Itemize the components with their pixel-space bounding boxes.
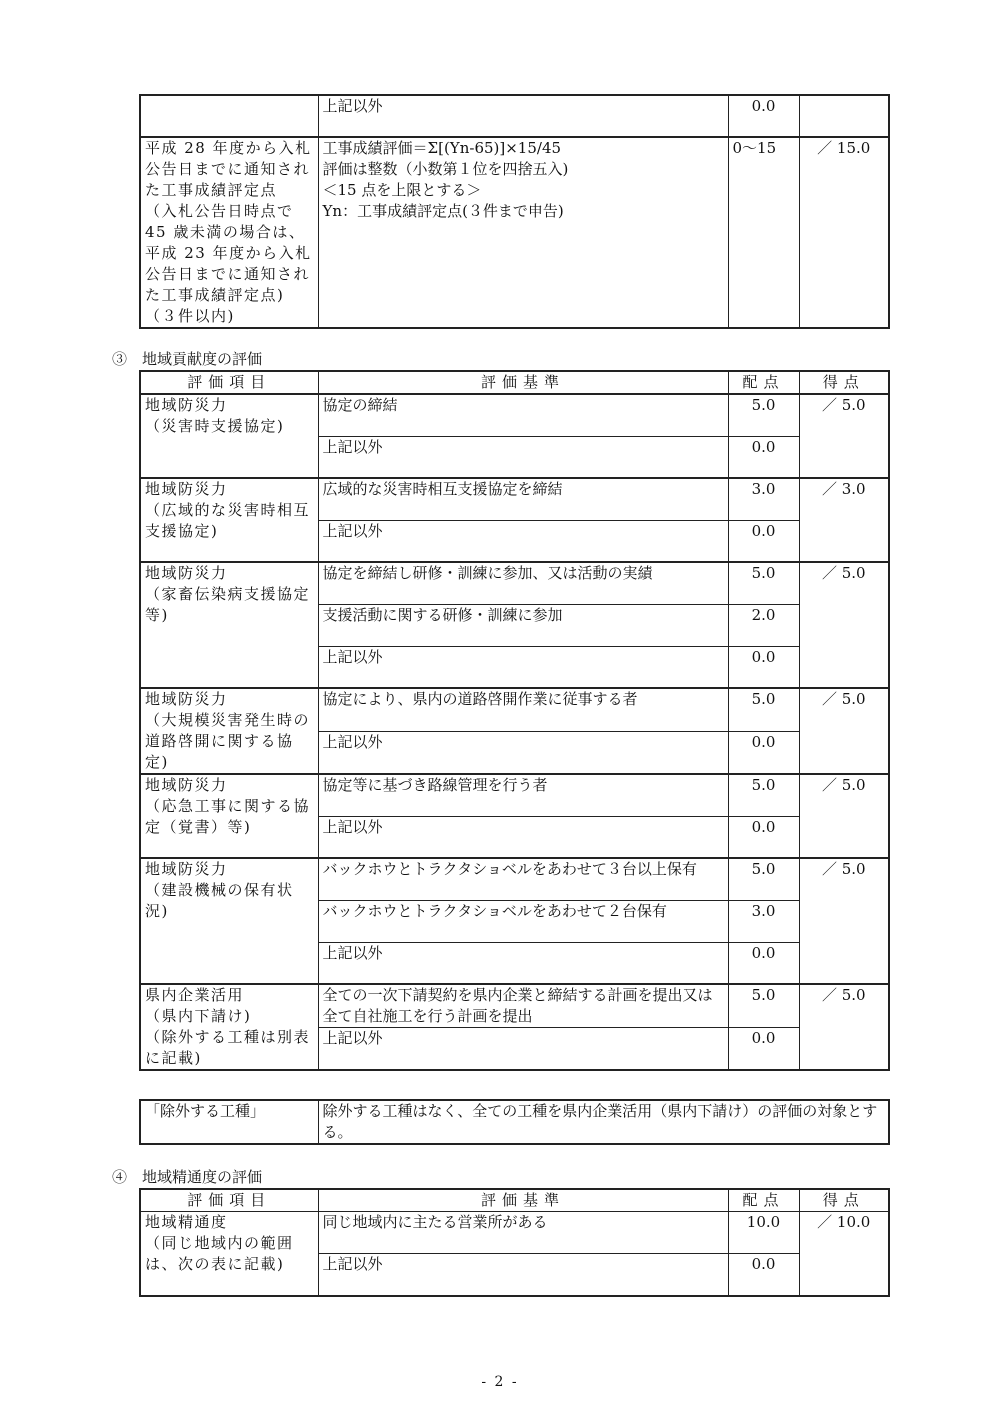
- criteria-cell: 上記以外: [318, 646, 728, 688]
- points-cell: 0.0: [728, 1028, 799, 1070]
- criteria-cell: 協定の締結: [318, 394, 728, 436]
- score-cell: ／ 15.0: [799, 137, 889, 328]
- points-cell: 10.0: [728, 1212, 799, 1254]
- score-cell: ／ 5.0: [799, 562, 889, 688]
- exclusion-label: 「除外する工種」: [140, 1100, 318, 1144]
- item-cell: 地域防災力 （災害時支援協定): [140, 394, 318, 478]
- score-cell: ／ 5.0: [799, 774, 889, 858]
- criteria-cell: 上記以外: [318, 1254, 728, 1296]
- criteria-cell: バックホウとトラクタショベルをあわせて３台以上保有: [318, 858, 728, 900]
- exclusion-text: 除外する工種はなく、全ての工種を県内企業活用（県内下請け）の評価の対象とする。: [318, 1100, 889, 1144]
- score-cell: ／ 10.0: [799, 1212, 889, 1296]
- header-points: 配点: [728, 1189, 799, 1212]
- item-cell: 地域防災力 （応急工事に関する協定（覚書）等): [140, 774, 318, 858]
- score-cell: ／ 3.0: [799, 478, 889, 562]
- criteria-cell: 協定により、県内の道路啓開作業に従事する者: [318, 688, 728, 731]
- item-cell: 地域精通度 （同じ地域内の範囲は、次の表に記載): [140, 1212, 318, 1296]
- points-cell: 5.0: [728, 858, 799, 900]
- criteria-cell: 上記以外: [318, 731, 728, 774]
- points-cell: 5.0: [728, 774, 799, 816]
- points-cell: 0.0: [728, 95, 799, 137]
- points-cell: 0～15: [728, 137, 799, 328]
- regional-familiarity-table: [139, 1188, 890, 1297]
- criteria-cell: 上記以外: [318, 520, 728, 562]
- criteria-cell: 支援活動に関する研修・訓練に参加: [318, 604, 728, 646]
- points-cell: 3.0: [728, 478, 799, 520]
- score-cell: ／ 5.0: [799, 984, 889, 1070]
- points-cell: 0.0: [728, 646, 799, 688]
- top-evaluation-table: [139, 94, 890, 329]
- item-cell: 地域防災力 （家畜伝染病支援協定等): [140, 562, 318, 688]
- score-cell: ／ 5.0: [799, 858, 889, 984]
- item-cell: 地域防災力 （大規模災害発生時の道路啓開に関する協定): [140, 688, 318, 774]
- header-criteria: 評価基準: [318, 371, 728, 394]
- points-cell: 5.0: [728, 688, 799, 731]
- regional-contribution-table: [139, 370, 890, 1071]
- item-cell: 平成 28 年度から入札公告日までに通知された工事成績評定点 （入札公告日時点で45 歳未満の場合は、平成 23 年度から入札公告日までに通知された工事成績評定点) （３件以内): [140, 137, 318, 328]
- header-item: 評価項目: [140, 371, 318, 394]
- header-score: 得点: [799, 371, 889, 394]
- criteria-cell: バックホウとトラクタショベルをあわせて２台保有: [318, 900, 728, 942]
- criteria-cell: 協定を締結し研修・訓練に参加、又は活動の実績: [318, 562, 728, 604]
- item-cell: 地域防災力 （広域的な災害時相互支援協定): [140, 478, 318, 562]
- points-cell: 0.0: [728, 731, 799, 774]
- criteria-cell: 同じ地域内に主たる営業所がある: [318, 1212, 728, 1254]
- points-cell: 5.0: [728, 394, 799, 436]
- criteria-cell: 上記以外: [318, 942, 728, 984]
- criteria-cell: 広域的な災害時相互支援協定を締結: [318, 478, 728, 520]
- item-cell: 地域防災力 （建設機械の保有状況): [140, 858, 318, 984]
- section-heading: ③ 地域貢献度の評価: [112, 350, 263, 368]
- points-cell: 5.0: [728, 562, 799, 604]
- criteria-cell: 上記以外: [318, 95, 728, 137]
- header-score: 得点: [799, 1189, 889, 1212]
- points-cell: 0.0: [728, 436, 799, 478]
- top-item-cell-empty: [140, 95, 318, 137]
- criteria-cell: 上記以外: [318, 1028, 728, 1070]
- header-points: 配点: [728, 371, 799, 394]
- score-cell: ／ 5.0: [799, 688, 889, 774]
- criteria-cell: 上記以外: [318, 816, 728, 858]
- criteria-cell: 上記以外: [318, 436, 728, 478]
- header-item: 評価項目: [140, 1189, 318, 1212]
- points-cell: 2.0: [728, 604, 799, 646]
- points-cell: 3.0: [728, 900, 799, 942]
- points-cell: 5.0: [728, 984, 799, 1028]
- item-cell: 県内企業活用 （県内下請け) （除外する工種は別表に記載): [140, 984, 318, 1070]
- page-number: - 2 -: [481, 1374, 519, 1390]
- exclusion-table: [139, 1099, 890, 1145]
- score-cell-empty: [799, 95, 889, 137]
- points-cell: 0.0: [728, 942, 799, 984]
- header-criteria: 評価基準: [318, 1189, 728, 1212]
- points-cell: 0.0: [728, 1254, 799, 1296]
- criteria-cell: 工事成績評価＝Σ[(Yn-65)]×15/45 評価は整数（小数第１位を四捨五入) ＜15 点を上限とする＞ Yn：工事成績評定点(３件まで申告): [318, 137, 728, 328]
- points-cell: 0.0: [728, 816, 799, 858]
- score-cell: ／ 5.0: [799, 394, 889, 478]
- criteria-cell: 協定等に基づき路線管理を行う者: [318, 774, 728, 816]
- criteria-cell: 全ての一次下請契約を県内企業と締結する計画を提出又は全て自社施工を行う計画を提出: [318, 984, 728, 1028]
- section-heading: ④ 地域精通度の評価: [112, 1168, 263, 1186]
- points-cell: 0.0: [728, 520, 799, 562]
